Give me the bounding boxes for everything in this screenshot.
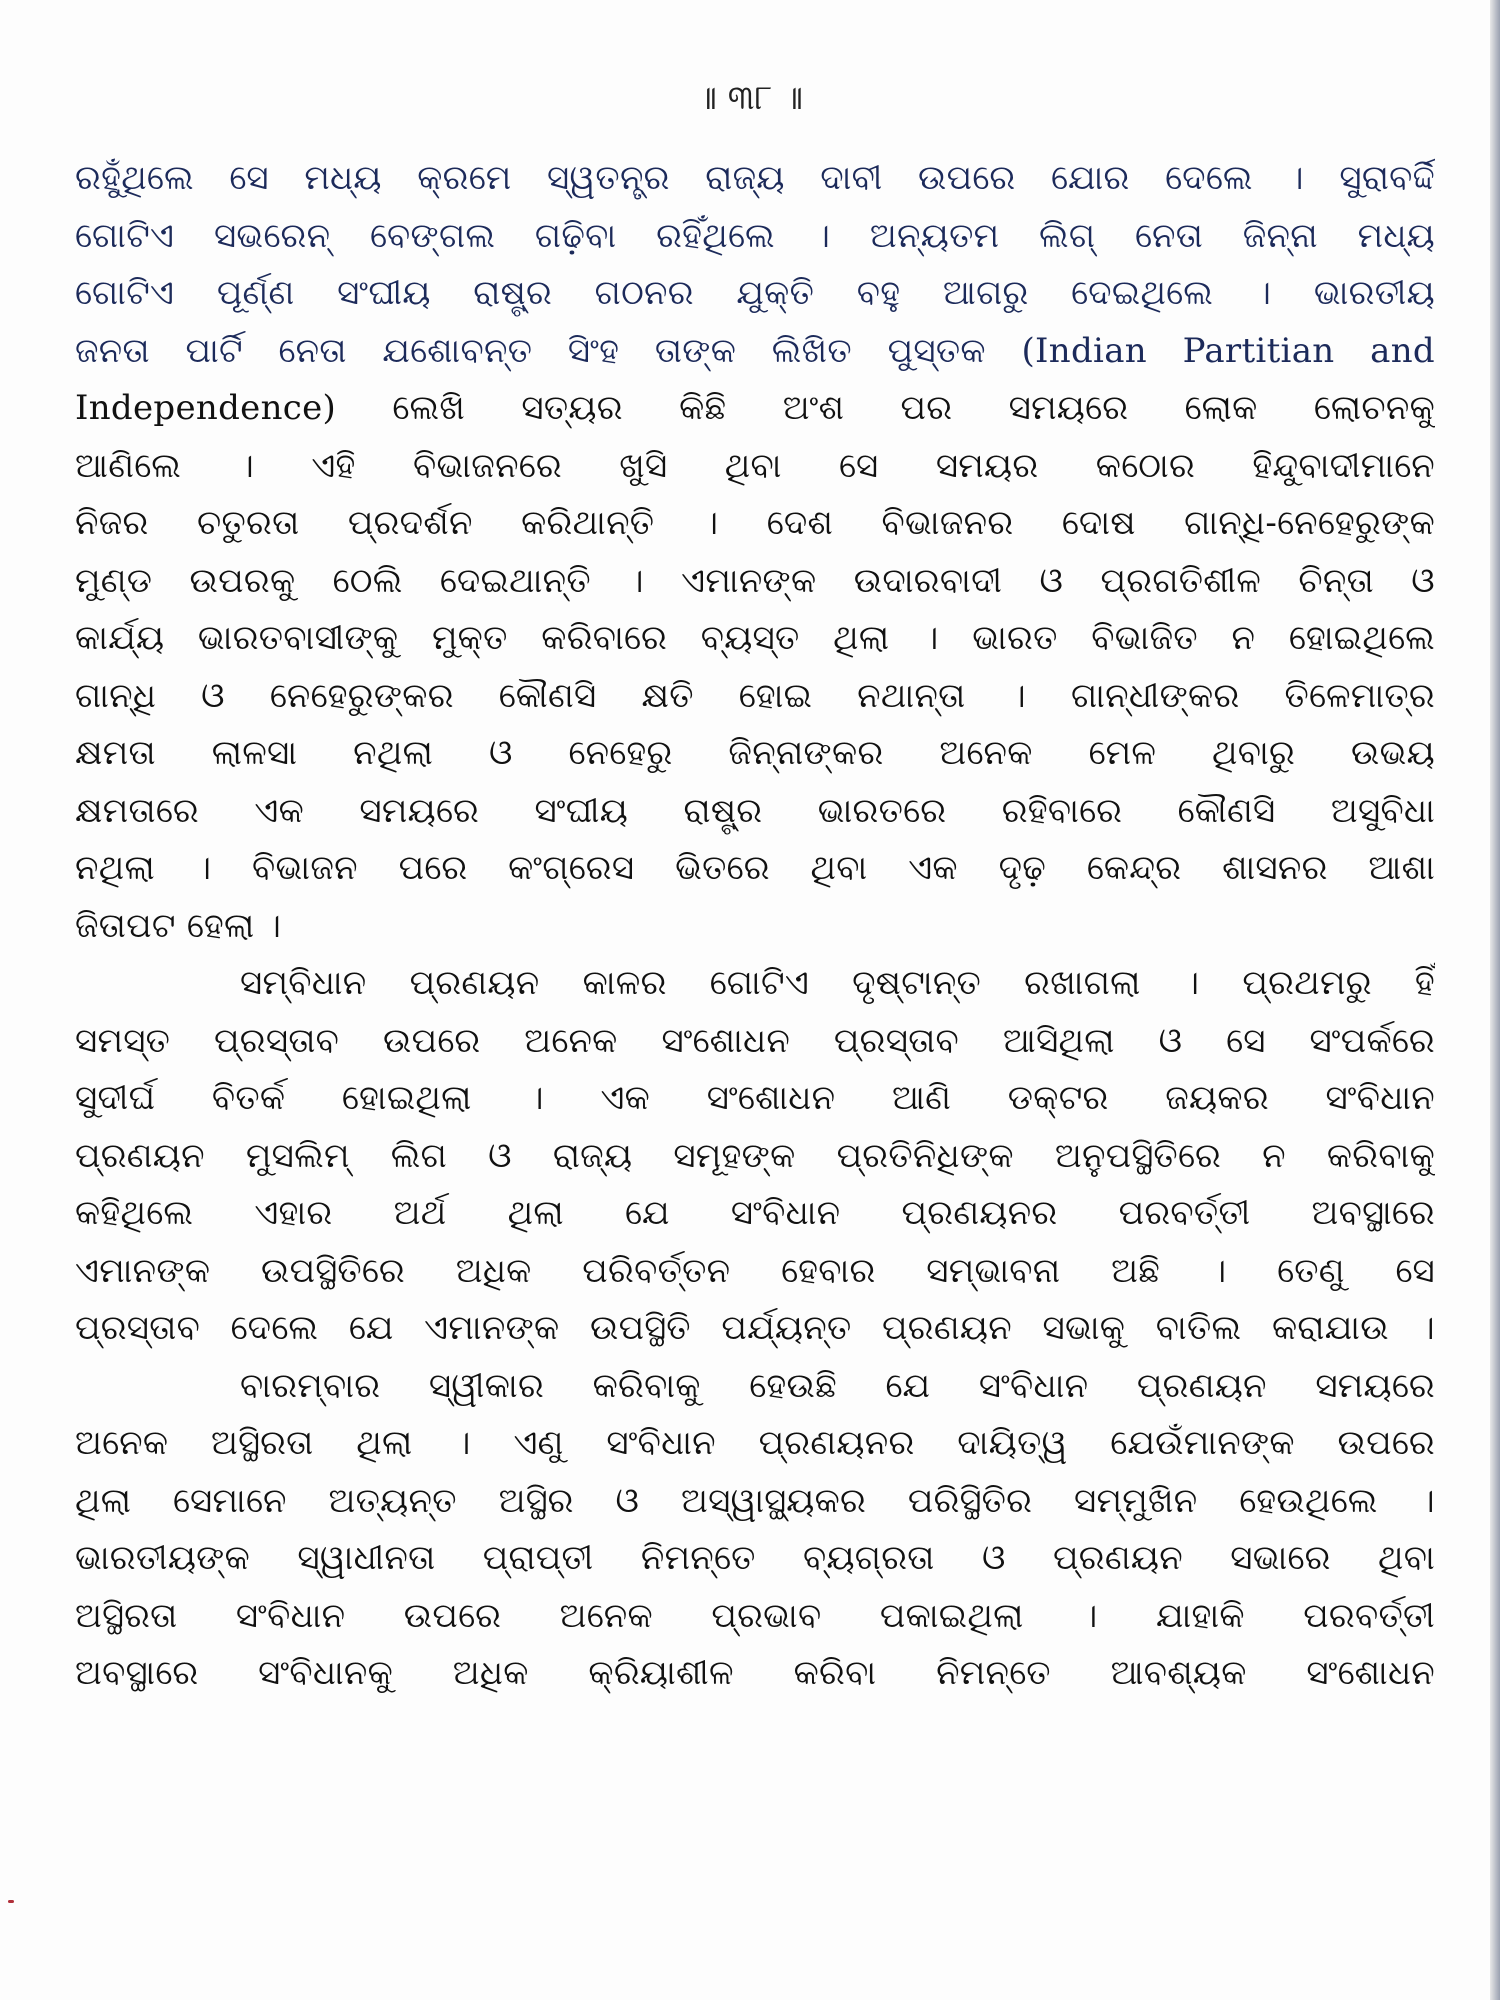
- text-line: ଆଣିଲେ । ଏହି ବିଭାଜନରେ ଖୁସି ଥିବା ସେ ସମୟର କଠୋର ହିନ୍ଦୁବାଦୀମାନେ: [75, 445, 1435, 486]
- text-line: ଅନେକ ଅସ୍ଥିରତା ଥିଲା । ଏଣୁ ସଂବିଧାନ ପ୍ରଣୟନର ଦାୟିତ୍ୱ ଯେଉଁମାନଙ୍କ ଉପରେ: [75, 1423, 1435, 1463]
- text-line: ବାରମ୍ବାର ସ୍ୱୀକାର କରିବାକୁ ହେଉଛି ଯେ ସଂବିଧାନ ପ୍ରଣୟନ ସମୟରେ: [240, 1365, 1435, 1406]
- text-line: ଗୋଟିଏ ପୂର୍ଣ୍ଣ ସଂଘୀୟ ରାଷ୍ଟ୍ର ଗଠନର ଯୁକ୍ତି ବହୁ ଆଗରୁ ଦେଇଥିଲେ । ଭାରତୀୟ: [75, 273, 1435, 313]
- text-line: କାର୍ଯ୍ୟ ଭାରତବାସୀଙ୍କୁ ମୁକ୍ତ କରିବାରେ ବ୍ୟସ୍ତ ଥିଲା । ଭାରତ ବିଭାଜିତ ନ ହୋଇଥିଲେ: [75, 618, 1435, 658]
- text-line: ପ୍ରଣୟନ ମୁସଲିମ୍ ଲିଗ ଓ ରାଜ୍ୟ ସମୂହଙ୍କ ପ୍ରତିନିଧିଙ୍କ ଅନୁପସ୍ଥିତିରେ ନ କରିବାକୁ: [75, 1135, 1435, 1176]
- text-line: ଗାନ୍ଧି ଓ ନେହେରୁଙ୍କର କୌଣସି କ୍ଷତି ହୋଇ ନଥାନ୍ତା । ଗାନ୍ଧୀଙ୍କର ତିଳେମାତ୍ର: [75, 675, 1435, 716]
- text-line: କହିଥିଲେ ଏହାର ଅର୍ଥ ଥିଲା ଯେ ସଂବିଧାନ ପ୍ରଣୟନର ପରବର୍ତ୍ତୀ ଅବସ୍ଥାରେ: [75, 1193, 1435, 1233]
- text-line: ରହୁଁଥିଲେ ସେ ମଧ୍ୟ କ୍ରମେ ସ୍ୱତନ୍ତ୍ର ରାଜ୍ୟ ଦାବୀ ଉପରେ ଯୋର ଦେଲେ । ସୁରାବର୍ଦ୍ଦି: [75, 158, 1435, 198]
- text-line: ମୁଣ୍ଡ ଉପରକୁ ଠେଲି ଦେଇଥାନ୍ତି । ଏମାନଙ୍କ ଉଦାରବାଦୀ ଓ ପ୍ରଗତିଶୀଳ ଚିନ୍ତା ଓ: [75, 560, 1435, 601]
- text-line: ନିଜର ଚତୁରତା ପ୍ରଦର୍ଶନ କରିଥାନ୍ତି । ଦେଶ ବିଭାଜନର ଦୋଷ ଗାନ୍ଧି-ନେହେରୁଙ୍କ: [75, 503, 1435, 543]
- text-line: ପ୍ରସ୍ତାବ ଦେଲେ ଯେ ଏମାନଙ୍କ ଉପସ୍ଥିତି ପର୍ଯ୍ୟନ୍ତ ପ୍ରଣୟନ ସଭାକୁ ବାତିଲ କରାଯାଉ ।: [75, 1308, 1435, 1348]
- text-line: ଜନତା ପାର୍ଟି ନେତା ଯଶୋବନ୍ତ ସିଂହ ତାଙ୍କ ଲିଖିତ ପୁସ୍ତକ (Indian Partitian and: [75, 330, 1435, 371]
- text-line: ଗୋଟିଏ ସଭରେନ୍ ବେଙ୍ଗଲ ଗଢ଼ିବା ରହିଁଥିଲେ । ଅନ୍ୟତମ ଲିଗ୍ ନେତା ଜିନ୍ନା ମଧ୍ୟ: [75, 215, 1435, 256]
- text-line: କ୍ଷମତାରେ ଏକ ସମୟରେ ସଂଘୀୟ ରାଷ୍ଟ୍ର ଭାରତରେ ରହିବାରେ କୌଣସି ଅସୁବିଧା: [75, 790, 1435, 831]
- text-line: ସମସ୍ତ ପ୍ରସ୍ତାବ ଉପରେ ଅନେକ ସଂଶୋଧନ ପ୍ରସ୍ତାବ ଆସିଥିଲା ଓ ସେ ସଂପର୍କରେ: [75, 1020, 1435, 1061]
- text-line: କ୍ଷମତା ଲାଳସା ନଥିଲା ଓ ନେହେରୁ ଜିନ୍ନାଙ୍କର ଅନେକ ମେଳ ଥିବାରୁ ଉଭୟ: [75, 733, 1435, 773]
- text-line: ଅବସ୍ଥାରେ ସଂବିଧାନକୁ ଅଧିକ କ୍ରିୟାଶୀଳ କରିବା ନିମନ୍ତେ ଆବଶ୍ୟକ ସଂଶୋଧନ: [75, 1653, 1435, 1693]
- text-line: ଅସ୍ଥିରତା ସଂବିଧାନ ଉପରେ ଅନେକ ପ୍ରଭାବ ପକାଇଥିଲା । ଯାହାକି ପରବର୍ତ୍ତୀ: [75, 1595, 1435, 1636]
- page-number: ॥ ୩୮ ॥: [696, 78, 804, 118]
- text-line: ଏମାନଙ୍କ ଉପସ୍ଥିତିରେ ଅଧିକ ପରିବର୍ତ୍ତନ ହେବାର ସମ୍ଭାବନା ଅଛି । ତେଣୁ ସେ: [75, 1250, 1435, 1291]
- page-edge-shadow: [1490, 0, 1500, 2000]
- text-line: ସୁଦୀର୍ଘ ବିତର୍କ ହୋଇଥିଲା । ଏକ ସଂଶୋଧନ ଆଣି ଡକ୍ଟର ଜୟକର ସଂବିଧାନ: [75, 1078, 1435, 1118]
- body-text: [75, 150, 1435, 1703]
- text-line: ସମ୍ବିଧାନ ପ୍ରଣୟନ କାଳର ଗୋଟିଏ ଦୃଷ୍ଟାନ୍ତ ରଖାଗଲା । ପ୍ରଥମରୁ ହିଁ: [240, 963, 1435, 1003]
- text-line: ଥିଲା ସେମାନେ ଅତ୍ୟନ୍ତ ଅସ୍ଥିର ଓ ଅସ୍ୱାସ୍ଥ୍ୟକର ପରିସ୍ଥିତିର ସମ୍ମୁଖିନ ହେଉଥିଲେ ।: [75, 1480, 1435, 1521]
- text-line: ଭାରତୀୟଙ୍କ ସ୍ୱାଧୀନତା ପ୍ରାପ୍ତୀ ନିମନ୍ତେ ବ୍ୟଗ୍ରତା ଓ ପ୍ରଣୟନ ସଭାରେ ଥିବା: [75, 1538, 1435, 1578]
- text-line: ଜିତାପଟ ହେଲା ।: [75, 905, 282, 946]
- ink-mark: [8, 1900, 14, 1903]
- text-line: Independence) ଲେଖି ସତ୍ୟର କିଛି ଅଂଶ ପର ସମୟରେ ଲୋକ ଲୋଚନକୁ: [75, 388, 1435, 428]
- text-line: ନଥିଲା । ବିଭାଜନ ପରେ କଂଗ୍ରେସ ଭିତରେ ଥିବା ଏକ ଦୃଢ଼ କେନ୍ଦ୍ର ଶାସନର ଆଶା: [75, 848, 1435, 888]
